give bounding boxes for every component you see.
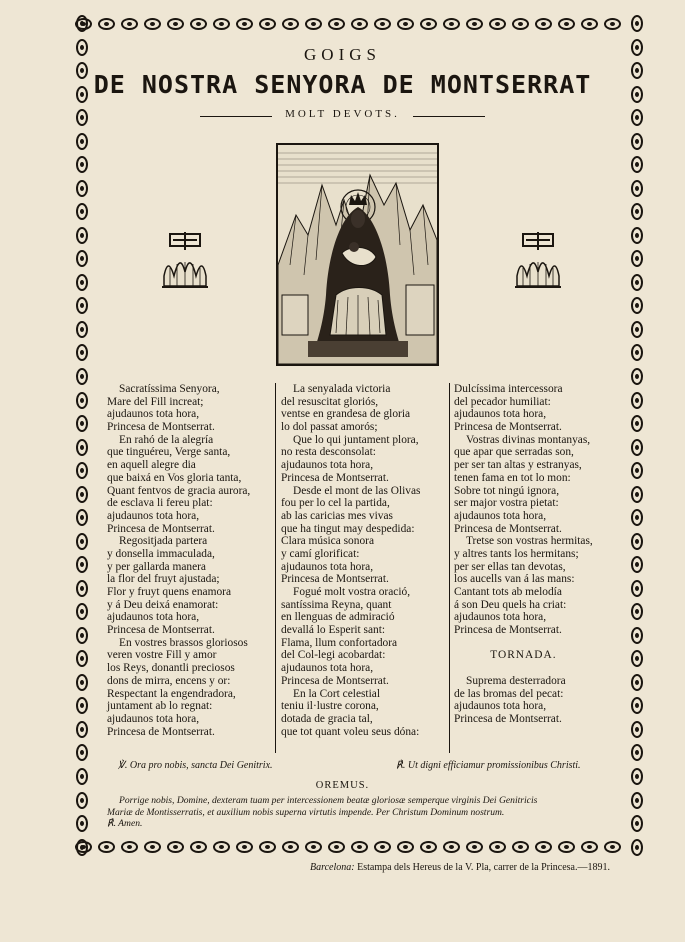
border-ornament-icon: [76, 815, 88, 832]
verse-line: Sobre tot ningú ignora,: [454, 484, 560, 497]
column-divider-1: [275, 383, 276, 753]
verse-line: Princesa de Montserrat.: [107, 522, 215, 535]
verse-line: Sacratíssima Senyora,: [119, 383, 220, 395]
verse-line: Princesa de Montserrat.: [107, 624, 215, 637]
tornada-verse: [454, 675, 593, 726]
verse-line: los aucells van á las mans:: [454, 573, 575, 586]
verse-line: y á Deu deixá enamorat:: [107, 598, 219, 611]
ornamental-border-top: [75, 15, 621, 33]
border-ornament-icon: [351, 18, 368, 30]
border-ornament-icon: [631, 650, 643, 667]
verse-line: Vostras divinas montanyas,: [466, 433, 591, 446]
border-ornament-icon: [236, 18, 253, 30]
versicle: ℣. Ora pro nobis, sancta Dei Genitrix.: [118, 760, 273, 771]
border-ornament-icon: [76, 556, 88, 573]
border-ornament-icon: [631, 250, 643, 267]
verse-line: Quant fentvos de gracia aurora,: [107, 484, 251, 497]
verse-columns: [107, 383, 617, 753]
border-ornament-icon: [213, 18, 230, 30]
verse-line: Princesa de Montserrat.: [454, 624, 562, 637]
border-ornament-icon: [420, 841, 437, 853]
verse-line: Regositjada partera: [119, 535, 208, 548]
border-ornament-icon: [631, 721, 643, 738]
engraving-illustration: [278, 145, 437, 364]
verse-line: Cantant tots ab melodía: [454, 586, 562, 598]
border-ornament-icon: [631, 15, 643, 32]
verse-line: y camí glorificat:: [281, 547, 360, 560]
border-ornament-icon: [76, 839, 88, 856]
verse-line: ajudaunos tota hora,: [107, 611, 200, 624]
border-ornament-icon: [76, 133, 88, 150]
border-ornament-icon: [259, 18, 276, 30]
border-ornament-icon: [76, 392, 88, 409]
border-ornament-icon: [76, 250, 88, 267]
border-ornament-icon: [397, 18, 414, 30]
border-ornament-icon: [121, 18, 138, 30]
tornada-heading: TORNADA.: [490, 649, 557, 662]
border-ornament-icon: [76, 509, 88, 526]
ornamental-border-bottom: [75, 838, 621, 856]
verse-line: que tinguéreu, Verge santa,: [107, 446, 231, 459]
imprint-text: Estampa dels Hereus de la V. Pla, carrer de la Princesa.—1891.: [357, 862, 610, 873]
verse-line: ajudaunos tota hora,: [454, 611, 547, 624]
border-ornament-icon: [604, 841, 621, 853]
border-ornament-icon: [631, 697, 643, 714]
border-ornament-icon: [631, 203, 643, 220]
verse-line: ajudaunos tota hora,: [454, 509, 547, 522]
verse-line: lo dol passat amorós;: [281, 421, 378, 434]
border-ornament-icon: [282, 841, 299, 853]
border-ornament-icon: [631, 674, 643, 691]
border-ornament-icon: [631, 156, 643, 173]
verse-line: Princesa de Montserrat.: [281, 471, 389, 484]
verse-line: ajudaunos tota hora,: [281, 459, 374, 472]
border-ornament-icon: [631, 839, 643, 856]
verse-line: En la Cort celestial: [293, 687, 380, 700]
border-ornament-icon: [76, 674, 88, 691]
verse-line: dotada de gracia tal,: [281, 712, 373, 725]
border-ornament-icon: [167, 18, 184, 30]
verse-column-3-stanzas: [454, 383, 593, 637]
border-ornament-icon: [443, 841, 460, 853]
border-ornament-icon: [558, 841, 575, 853]
border-ornament-icon: [535, 841, 552, 853]
verse-line: Respectant la engendradora,: [107, 687, 236, 700]
border-ornament-icon: [76, 297, 88, 314]
border-ornament-icon: [631, 815, 643, 832]
border-ornament-icon: [259, 841, 276, 853]
border-ornament-icon: [328, 841, 345, 853]
verse-line: fou per lo cel la partida,: [281, 497, 390, 510]
subtitle: MOLT DEVOTS.: [285, 108, 400, 120]
border-ornament-icon: [190, 18, 207, 30]
border-ornament-icon: [76, 15, 88, 32]
border-ornament-icon: [76, 203, 88, 220]
imprint-city: Barcelona:: [309, 862, 355, 873]
verse-line: Princesa de Montserrat.: [454, 421, 562, 434]
ornamental-border-right: [628, 15, 646, 856]
verse-line: ajudaunos tota hora,: [281, 560, 374, 573]
border-ornament-icon: [351, 841, 368, 853]
heading-goigs: GOIGS: [304, 45, 381, 64]
border-ornament-icon: [558, 18, 575, 30]
verse-line: de esclava li fereu plat:: [107, 497, 213, 510]
verse-line: Princesa de Montserrat.: [454, 712, 562, 725]
verse-line: ajudaunos tota hora,: [107, 712, 200, 725]
border-ornament-icon: [631, 227, 643, 244]
border-ornament-icon: [76, 462, 88, 479]
verse-line: ventse en grandesa de gloria: [281, 408, 411, 421]
border-ornament-icon: [631, 744, 643, 761]
border-ornament-icon: [76, 744, 88, 761]
verse-line: Princesa de Montserrat.: [107, 421, 215, 434]
border-ornament-icon: [76, 274, 88, 291]
border-ornament-icon: [76, 344, 88, 361]
border-ornament-icon: [535, 18, 552, 30]
border-ornament-icon: [76, 580, 88, 597]
border-ornament-icon: [631, 580, 643, 597]
border-ornament-icon: [631, 368, 643, 385]
verse-line: Flama, llum confortadora: [281, 636, 398, 649]
border-ornament-icon: [631, 509, 643, 526]
border-ornament-icon: [167, 841, 184, 853]
border-ornament-icon: [305, 18, 322, 30]
montserrat-saw-emblem-right: [515, 232, 561, 288]
page-title: DE NOSTRA SENYORA DE MONTSERRAT: [93, 70, 592, 99]
verse-line: ser major vostra pietat:: [454, 497, 559, 510]
montserrat-saw-emblem-left: [162, 232, 208, 288]
border-ornament-icon: [374, 841, 391, 853]
printer-imprint: [0, 862, 610, 873]
border-ornament-icon: [213, 841, 230, 853]
verse-line: ajudaunos tota hora,: [454, 700, 547, 713]
border-ornament-icon: [121, 841, 138, 853]
border-ornament-icon: [76, 227, 88, 244]
verse-line: en aquell alegre dia: [107, 459, 196, 472]
verse-line: Mare del Fill increat;: [107, 395, 204, 408]
border-ornament-icon: [76, 697, 88, 714]
border-ornament-icon: [631, 792, 643, 809]
border-ornament-icon: [76, 721, 88, 738]
verse-line: La senyalada victoria: [293, 383, 391, 395]
border-ornament-icon: [76, 109, 88, 126]
border-ornament-icon: [631, 556, 643, 573]
border-ornament-icon: [631, 180, 643, 197]
border-ornament-icon: [631, 133, 643, 150]
verse-line: tenen fama en tot lo mon:: [454, 471, 571, 484]
border-ornament-icon: [631, 533, 643, 550]
border-ornament-icon: [76, 603, 88, 620]
verse-line: En rahó de la alegría: [119, 433, 214, 446]
verse-line: dons de mirra, encens y or:: [107, 674, 231, 687]
verse-line: Princesa de Montserrat.: [281, 573, 389, 586]
border-ornament-icon: [631, 321, 643, 338]
verse-line: del resuscitat gloriós,: [281, 395, 379, 408]
border-ornament-icon: [466, 841, 483, 853]
verse-line: Que lo qui juntament plora,: [293, 433, 419, 446]
verse-line: Dulcíssima intercessora: [454, 383, 563, 395]
oremus-heading: OREMUS.: [315, 780, 370, 791]
verse-line: teniu il·lustre corona,: [281, 700, 379, 713]
prayer-line: Porrige nobis, Domine, dexteram tuam per intercessionem beatæ gloriosæ semperque virginis Dei Genitricis: [119, 795, 538, 806]
border-ornament-icon: [190, 841, 207, 853]
verse-line: Clara música sonora: [281, 535, 374, 548]
border-ornament-icon: [512, 18, 529, 30]
border-ornament-icon: [374, 18, 391, 30]
verse-line: En vostres brassos gloriosos: [119, 636, 248, 649]
column-divider-2: [449, 383, 450, 753]
ornamental-border-left: [73, 15, 91, 856]
prayer-line: ℟. Amen.: [107, 818, 143, 829]
border-ornament-icon: [631, 439, 643, 456]
subtitle-block: [200, 108, 485, 124]
verse-line: y donsella immaculada,: [107, 547, 215, 560]
verse-line: Flor y fruyt quens enamora: [107, 586, 232, 598]
verse-line: Suprema desterradora: [466, 674, 566, 687]
border-ornament-icon: [631, 392, 643, 409]
border-ornament-icon: [76, 792, 88, 809]
verse-line: veren vostre Fill y amor: [107, 649, 217, 662]
border-ornament-icon: [144, 841, 161, 853]
border-ornament-icon: [236, 841, 253, 853]
border-ornament-icon: [305, 841, 322, 853]
border-ornament-icon: [76, 180, 88, 197]
verse-line: del Col-legi acobardat:: [281, 649, 386, 662]
verse-line: no resta desconsolat:: [281, 446, 376, 459]
verse-line: Tretse son vostras hermitas,: [466, 535, 593, 548]
border-ornament-icon: [76, 415, 88, 432]
verse-line: que ha tingut may despedida:: [281, 522, 415, 535]
border-ornament-icon: [76, 627, 88, 644]
verse-line: y per gallarda manera: [107, 560, 206, 573]
border-ornament-icon: [443, 18, 460, 30]
verse-line: que apar que serradas son,: [454, 446, 574, 459]
border-ornament-icon: [604, 18, 621, 30]
verse-line: Princesa de Montserrat.: [107, 725, 215, 738]
border-ornament-icon: [76, 439, 88, 456]
border-ornament-icon: [397, 841, 414, 853]
verse-line: de las bromas del pecat:: [454, 687, 564, 700]
verse-line: en llenguas de admiració: [281, 611, 395, 624]
verse-line: ab las caricias mes vivas: [281, 509, 393, 522]
verse-line: Desde el mont de las Olivas: [293, 484, 421, 497]
verse-line: juntament ab lo regnat:: [107, 700, 213, 713]
verse-line: ajudaunos tota hora,: [107, 509, 200, 522]
border-ornament-icon: [420, 18, 437, 30]
border-ornament-icon: [98, 841, 115, 853]
border-ornament-icon: [631, 274, 643, 291]
oremus-prayer: [107, 795, 619, 830]
verse-line: Princesa de Montserrat.: [281, 674, 389, 687]
verse-line: que tot quant voleu seus dóna:: [281, 725, 420, 738]
border-ornament-icon: [631, 462, 643, 479]
border-ornament-icon: [631, 109, 643, 126]
border-ornament-icon: [631, 603, 643, 620]
verse-line: Princesa de Montserrat.: [454, 522, 562, 535]
border-ornament-icon: [581, 841, 598, 853]
border-ornament-icon: [76, 368, 88, 385]
border-ornament-icon: [631, 486, 643, 503]
border-ornament-icon: [76, 650, 88, 667]
border-ornament-icon: [466, 18, 483, 30]
border-ornament-icon: [76, 486, 88, 503]
response: ℟. Ut digni efficiamur promissionibus Christi.: [396, 760, 581, 771]
prayer-line: Mariæ de Montisserratis, et auxilium nobis superna virtutis impende. Per Christum Dominum nostrum.: [107, 806, 505, 818]
border-ornament-icon: [631, 627, 643, 644]
verse-line: á son Deu quels ha criat:: [454, 598, 567, 611]
border-ornament-icon: [76, 533, 88, 550]
verse-line: ajudaunos tota hora,: [107, 408, 200, 421]
border-ornament-icon: [282, 18, 299, 30]
border-ornament-icon: [76, 321, 88, 338]
verse-line: santíssima Reyna, quant: [281, 598, 392, 611]
border-ornament-icon: [76, 156, 88, 173]
border-ornament-icon: [512, 841, 529, 853]
verse-column-2: [281, 383, 420, 738]
border-ornament-icon: [631, 297, 643, 314]
verse-line: per ser tan altas y estranyas,: [454, 459, 582, 472]
verse-line: per ser ellas tan devotas,: [454, 560, 566, 573]
border-ornament-icon: [98, 18, 115, 30]
border-ornament-icon: [144, 18, 161, 30]
verse-line: y altres tants los hermitans;: [454, 547, 579, 560]
border-ornament-icon: [631, 344, 643, 361]
border-ornament-icon: [328, 18, 345, 30]
border-ornament-icon: [631, 415, 643, 432]
verse-line: ajudaunos tota hora,: [281, 662, 374, 675]
virgin-of-montserrat-engraving: [276, 143, 439, 366]
verse-line: devallá lo Esperit sant:: [281, 624, 386, 637]
verse-column-3: [454, 383, 593, 726]
verse-line: la flor del fruyt ajustada;: [107, 573, 220, 586]
verse-column-1: [107, 383, 250, 738]
border-ornament-icon: [489, 18, 506, 30]
verse-line: Fogué molt vostra oració,: [293, 586, 411, 598]
border-ornament-icon: [581, 18, 598, 30]
verse-line: ajudaunos tota hora,: [454, 408, 547, 421]
verse-line: que baixá en Vos gloria tanta,: [107, 471, 242, 484]
verse-line: los Reys, donantli preciosos: [107, 662, 235, 675]
verse-line: del pecador humiliat:: [454, 395, 551, 408]
border-ornament-icon: [489, 841, 506, 853]
